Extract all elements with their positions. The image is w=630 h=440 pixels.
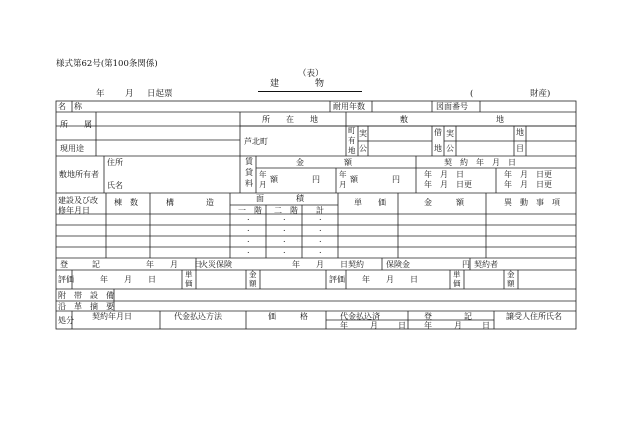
area-dot: . — [319, 235, 322, 244]
chou-label: 町 — [348, 126, 356, 135]
shobun-kakaku: 価 格 — [268, 312, 308, 321]
kou-label: 公 — [359, 144, 367, 153]
rent-yen-2: 円 — [392, 175, 400, 184]
chi-label: 地 — [348, 146, 356, 155]
shobun-nen: 年 — [340, 321, 348, 330]
area-dot: . — [247, 235, 250, 244]
rent-nen-2: 年 — [339, 170, 347, 179]
owner-label: 敷地所有者 — [59, 170, 99, 179]
kenchiku-header: 建設及び改修年月日 — [58, 196, 98, 215]
touki-date: 年 月 日 — [146, 260, 202, 269]
fuzoku-label: 附 帯 設 備 — [58, 291, 114, 300]
rent-nen-1: 年 — [259, 170, 267, 179]
jitsu2-label: 実 — [446, 129, 454, 138]
hokenkin-label: 保険金 — [386, 260, 410, 269]
shobun-tsuki2: 月 — [454, 321, 462, 330]
hyouka-ka: 価 — [185, 279, 193, 288]
zaisan-close: 財産) — [530, 89, 551, 99]
kichou-year: 年 — [96, 89, 105, 99]
shobun-keiyaku: 契約年月日 — [92, 312, 132, 321]
shobun-hi: 日 — [398, 321, 406, 330]
genyouto-label: 現用途 — [60, 144, 84, 153]
area-dot: . — [319, 224, 322, 233]
moku-label: 目 — [516, 144, 524, 153]
rent-getsu-2: 月 — [339, 180, 347, 189]
shaku-label: 借 — [434, 128, 442, 137]
genyouto-field[interactable] — [97, 141, 239, 155]
shobun-tsuki: 月 — [370, 321, 378, 330]
nikai-header: 二 階 — [274, 206, 298, 215]
chinshaku-3: 料 — [245, 179, 253, 188]
keiyakusha-label: 契約者 — [474, 260, 498, 269]
shobun-jouju: 譲受人住所氏名 — [506, 312, 562, 321]
kasai-contract-date: 年 月 日契約 — [292, 260, 364, 269]
touki-label: 登 記 — [60, 260, 100, 269]
shozoku-label: 所 属 — [60, 120, 92, 129]
contract-ymd-1: 年 月 日 — [424, 170, 464, 179]
area-dot: . — [319, 213, 322, 222]
kichou-day: 日起票 — [147, 89, 173, 99]
page-title: 建 物 — [270, 79, 325, 89]
kei-header: 計 — [316, 206, 324, 215]
area-dot: . — [247, 224, 250, 233]
hyouka-label: 評価 — [58, 275, 74, 284]
shobun-nen2: 年 — [424, 321, 432, 330]
shobun-daikin: 代金払込方法 — [174, 312, 222, 321]
drawing-number-label: 図面番号 — [436, 102, 468, 111]
owner-name-label: 氏名 — [107, 181, 123, 190]
fuzoku-field[interactable] — [115, 290, 575, 300]
chi2-label: 地 — [434, 144, 442, 153]
omote-label: （表） — [298, 69, 324, 79]
ikkai-header: 一 階 — [238, 206, 262, 215]
hyouka2-date: 年 月 日 — [362, 275, 418, 284]
drawing-number-field[interactable] — [481, 102, 575, 111]
contract-ymd-3: 年 月 日更 — [504, 170, 552, 179]
chinshaku-1: 賃 — [245, 157, 253, 166]
kingaku-header: 金 額 — [424, 198, 464, 207]
rent-gaku-1: 額 — [270, 175, 278, 184]
form-number: 様式第62号(第100条関係) — [56, 59, 158, 69]
area-dot: . — [283, 246, 286, 255]
hyouka2-gaku: 額 — [507, 279, 515, 288]
hyouka-tan: 単 — [185, 270, 193, 279]
ji-label: 地 — [516, 128, 524, 137]
rent-getsu-1: 月 — [259, 180, 267, 189]
enkaku-label: 沿 革 摘 要 — [58, 302, 114, 311]
contract-ymd-4: 年 月 日更 — [504, 180, 552, 189]
hokenkin-yen: 円 — [462, 260, 470, 269]
kichou-month: 月 — [125, 89, 134, 99]
yuu-label: 有 — [348, 136, 356, 145]
area-dot: . — [283, 213, 286, 222]
rent-gaku-2: 額 — [350, 175, 358, 184]
area-dot: . — [247, 246, 250, 255]
shobun-daikin-zumi: 代金払込済 — [340, 312, 380, 321]
kou2-label: 公 — [446, 144, 454, 153]
hyouka2-label: 評価 — [329, 275, 345, 284]
owner-address-label: 住所 — [107, 158, 123, 167]
area-dot: . — [319, 246, 322, 255]
jitsu-label: 実 — [359, 129, 367, 138]
shozoku-field[interactable] — [97, 113, 239, 139]
idou-header: 異 動 事 項 — [504, 198, 560, 207]
contract-date-header: 契 約 年 月 日 — [444, 158, 516, 167]
rent-amount-header: 金 額 — [296, 158, 352, 167]
hyouka-gaku: 額 — [249, 279, 257, 288]
shozaichi-label: 所 在 地 — [262, 115, 318, 124]
town-name: 芦北町 — [244, 137, 268, 146]
zaisan-open: ( — [470, 89, 474, 99]
rent-yen-1: 円 — [312, 175, 320, 184]
hyouka2-kin: 金 — [507, 270, 515, 279]
hyouka-date: 年 月 日 — [100, 275, 156, 284]
area-dot: . — [283, 235, 286, 244]
menseki-header: 面 積 — [256, 194, 304, 203]
shobun-label: 処分 — [58, 316, 74, 325]
hyouka2-tan: 単 — [453, 270, 461, 279]
kouzou-header: 構 造 — [166, 198, 214, 207]
name-field[interactable] — [73, 102, 329, 111]
area-dot: . — [283, 224, 286, 233]
hyouka-kin: 金 — [249, 270, 257, 279]
contract-ymd-2: 年 月 日更 — [424, 180, 472, 189]
chinshaku-2: 貸 — [245, 168, 253, 177]
tanka-header: 単 価 — [354, 198, 386, 207]
enkaku-field[interactable] — [115, 302, 575, 310]
shobun-touki: 登 記 — [424, 312, 472, 321]
kasai-hoken-label: 火災保険 — [200, 260, 232, 269]
tousuu-header: 棟 数 — [114, 198, 138, 207]
area-dot: . — [247, 213, 250, 222]
durable-years-label: 耐用年数 — [333, 102, 365, 111]
name-label: 名 称 — [58, 102, 82, 111]
shobun-hi2: 日 — [482, 321, 490, 330]
hyouka2-ka: 価 — [453, 279, 461, 288]
shikichi-label: 敷 地 — [400, 115, 504, 124]
durable-years-field[interactable] — [373, 102, 431, 111]
